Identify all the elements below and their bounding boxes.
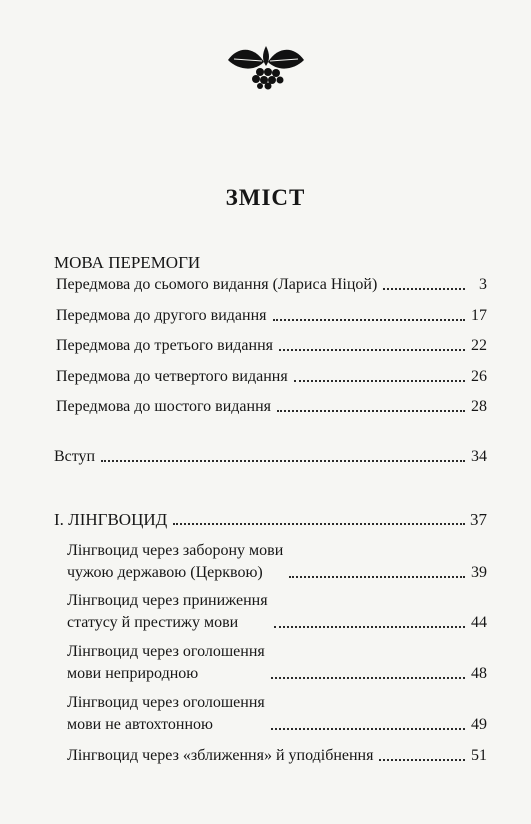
toc-page-number: 37 bbox=[470, 510, 487, 529]
toc-page-number: 3 bbox=[479, 276, 487, 293]
toc-entry-title: Передмова до другого видання bbox=[56, 307, 267, 324]
toc-entry[interactable] bbox=[67, 692, 487, 736]
toc-entry[interactable] bbox=[56, 335, 487, 357]
dot-leader bbox=[271, 676, 465, 679]
toc-entry-title: Вступ bbox=[54, 448, 96, 465]
toc-entry-title: Лінгвоцид через «зближення» й уподібнення bbox=[67, 747, 374, 764]
toc-page-number: 48 bbox=[471, 665, 487, 682]
toc-entry[interactable] bbox=[67, 590, 487, 634]
viburnum-ornament-icon bbox=[224, 40, 308, 90]
toc-entry[interactable] bbox=[56, 305, 487, 327]
toc-entry[interactable] bbox=[54, 446, 487, 468]
toc-entry-title-line1: Лінгвоцид через оголошення bbox=[67, 643, 265, 660]
toc-page-number: 39 bbox=[471, 564, 487, 581]
dot-leader bbox=[289, 575, 465, 578]
toc-entry-title-line2: чужою державою (Церквою) bbox=[67, 564, 263, 581]
toc-entry-title: Передмова до третього видання bbox=[56, 337, 273, 354]
dot-leader bbox=[173, 522, 465, 525]
dot-leader bbox=[273, 318, 466, 321]
toc-entry-title-line1: Лінгвоцид через оголошення bbox=[67, 694, 265, 711]
toc-chapter-entry[interactable] bbox=[54, 509, 487, 531]
dot-leader bbox=[271, 727, 465, 730]
toc-entry-title-line2: статусу й престижу мови bbox=[67, 614, 239, 631]
toc-entry-title-line2: мови не автохтонною bbox=[67, 716, 214, 733]
toc-entry-title-line2: мови неприродною bbox=[67, 665, 199, 682]
toc-entry-title-line1: Лінгвоцид через заборону мови bbox=[67, 542, 284, 559]
toc-entry[interactable] bbox=[67, 745, 487, 767]
toc-page-number: 22 bbox=[471, 337, 487, 354]
toc-page-number: 28 bbox=[471, 398, 487, 415]
dot-leader bbox=[379, 758, 465, 761]
dot-leader bbox=[277, 409, 465, 412]
toc-entry[interactable] bbox=[56, 396, 487, 418]
toc-page-number: 49 bbox=[471, 716, 487, 733]
toc-page-number: 34 bbox=[471, 448, 487, 465]
toc-entry[interactable] bbox=[56, 366, 487, 388]
dot-leader bbox=[383, 287, 465, 290]
toc-page-number: 17 bbox=[471, 307, 487, 324]
toc-entry-title-line1: Лінгвоцид через приниження bbox=[67, 592, 268, 609]
toc-entry-title: І. ЛІНГВОЦИД bbox=[54, 510, 168, 529]
section-heading: МОВА ПЕРЕМОГИ bbox=[54, 253, 201, 272]
toc-entry-title: Передмова до сьомого видання (Лариса Ніцой) bbox=[56, 276, 378, 293]
dot-leader bbox=[294, 379, 465, 382]
dot-leader bbox=[101, 459, 465, 462]
toc-entry-title: Передмова до четвертого видання bbox=[56, 368, 288, 385]
toc-entry-title: Передмова до шостого видання bbox=[56, 398, 272, 415]
page-title: ЗМІСТ bbox=[225, 185, 306, 210]
toc-page-number: 44 bbox=[471, 614, 487, 631]
toc-page-number: 26 bbox=[471, 368, 487, 385]
toc-entry[interactable] bbox=[56, 274, 487, 296]
toc-entry[interactable] bbox=[67, 540, 487, 584]
toc-entry[interactable] bbox=[67, 641, 487, 685]
toc-page-number: 51 bbox=[471, 747, 487, 764]
dot-leader bbox=[279, 348, 465, 351]
dot-leader bbox=[274, 625, 465, 628]
